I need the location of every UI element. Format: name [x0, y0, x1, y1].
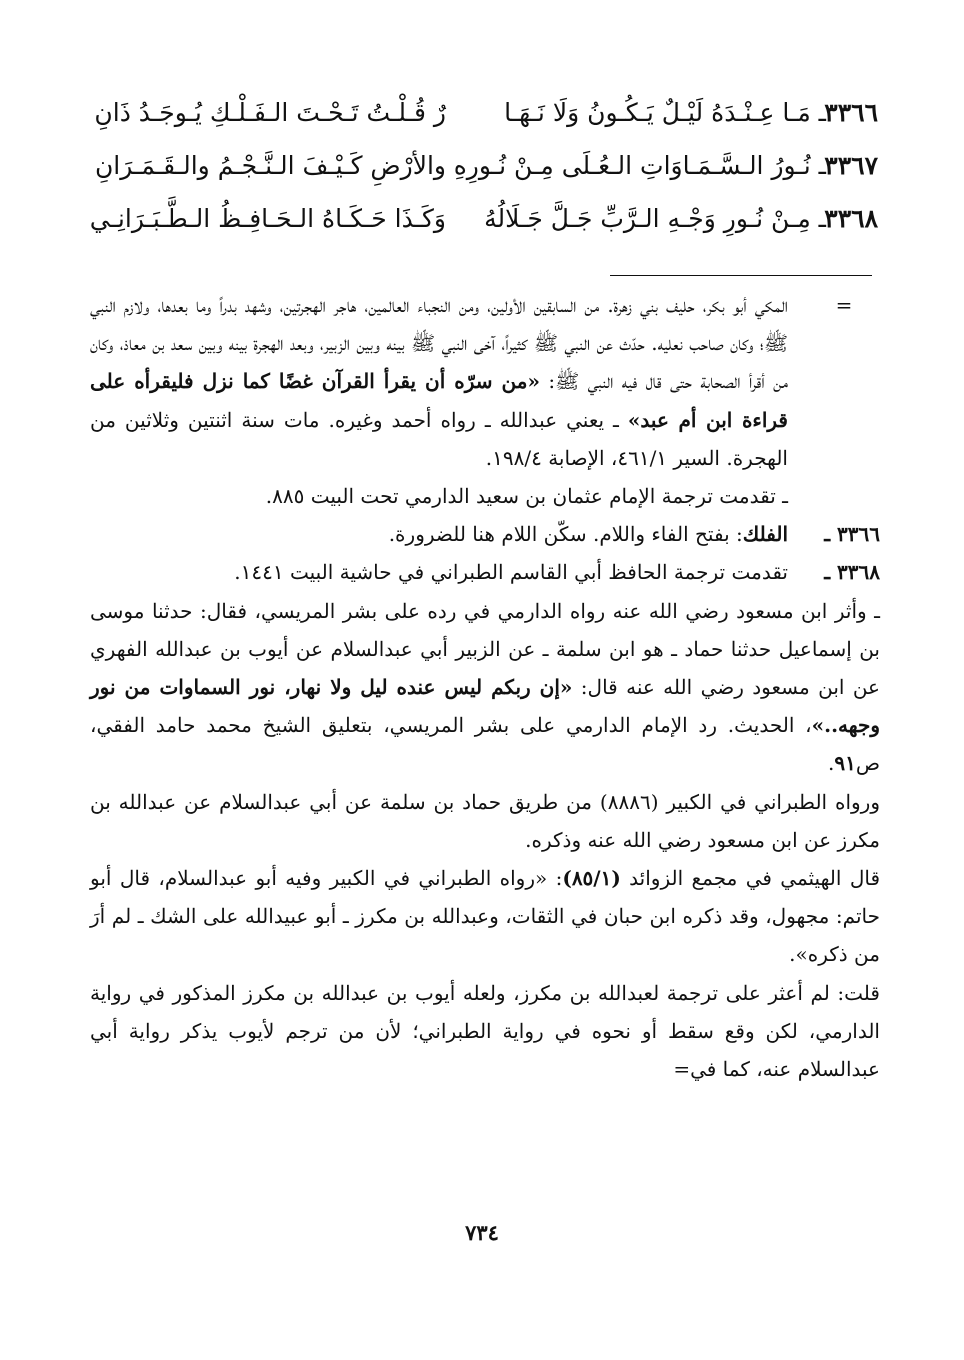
cross-reference-line: ـ تقدمت ترجمة الإمام عثمان بن سعيد الدارمي تحت البيت ٨٨٥. — [265, 484, 788, 509]
verse-number: ٣٣٦٨ — [824, 204, 878, 233]
page-number: ٧٣٤ — [465, 1220, 499, 1245]
hadith-quote: «من سرّه أن يقرأ القرآن غضًا كما نزل فليقرأه على قراءة ابن أم عبد» — [90, 369, 788, 432]
tabarani-paragraph: ورواه الطبراني في الكبير (٨٨٨٦) من طريق حماد بن سلمة عن أبي عبدالسلام عن عبدالله بن مكرز عن ابن مسعود رضي الله عنه وذكره. — [90, 789, 880, 852]
footnote-continued — [90, 286, 880, 515]
athar-quote: «إن ربكم ليس عنده ليل ولا نهار، نور السماوات من نور وجهه..» — [90, 675, 880, 738]
verse-first-hemistich: ـ نُـورُ الـسَّـمَـاوَاتِ الـعُـلَى مِـنْ نُـورِهِ — [453, 151, 826, 180]
footnotes — [90, 286, 880, 1088]
verse-3366 — [88, 98, 878, 151]
verse-second-hemistich: وَكَـذَا حَـكَـاهُ الـحَـافِـظُ الـطَّـبَـرَانِـي — [89, 204, 446, 233]
footnote-3368: ٣٣٦٨ ـ تقدمت ترجمة الحافظ أبي القاسم الطبراني في حاشية البيت ١٤٤١. — [90, 553, 880, 591]
verse-number: ٣٣٦٧ — [824, 151, 878, 180]
athar-paragraph: ـ وأثر ابن مسعود رضي الله عنه رواه الدارمي في رده على بشر المريسي، فقال: حدثنا موسى بن إسماعيل حدثنا حماد ـ هو ابن سلمة ـ عن الزبير أبي عبدالسلام عن أيوب بن عبدالله الفهري عن ابن مسعود رضي الله عنه قال: «إن ربكم ليس عنده ليل ولا نهار، نور السماوات من نور وجهه..»، الحديث. رد الإمام الدارمي على بشر المريسي، بتعليق الشيخ محمد حامد الفقي، ص٩١. — [90, 598, 880, 776]
footnote-body — [90, 286, 788, 515]
footnote-separator — [610, 275, 872, 276]
footnote-number: ٣٣٦٨ ـ — [824, 560, 880, 585]
footnote-number: ٣٣٦٦ ـ — [824, 522, 880, 547]
verse-second-hemistich: رٌ قُـلْـتُ تَـحْـتَ الـفَـلْـكِ يُـوجَـدُ ذَانِ — [94, 98, 446, 127]
source-reference: (٨٥/١) — [562, 866, 621, 891]
verse-3367 — [88, 151, 878, 204]
footnote-3366: ٣٣٦٦ ـ الفلك: بفتح الفاء واللام. سكّن اللام هنا للضرورة. — [90, 515, 880, 553]
biography-paragraph: المكي أبو بكر، حليف بني زهرة. من السابقين الأولين، ومن النجباء العالمين، هاجر الهجرتين، وشهد بدراً وما بعدها، ولازم النبي ﷺ؛ وكان صاحب نعليه. حدّث عن النبي ﷺ كثيراً، آخى النبي ﷺ بينه وبين الزبير، وبعد الهجرة بينه وبين سعد بن معاذ، وكان من أقرأ الصحابة حتى قال فيه النبي ﷺ: «من سرّه أن يقرأ القرآن غضًا كما نزل فليقرأه على قراءة ابن أم عبد» ـ يعني عبدالله ـ رواه أحمد وغيره. مات سنة اثنتين وثلاثين من الهجرة. السير ٤٦١/١، الإصابة ١٩٨/٤. — [90, 293, 788, 470]
verse-first-hemistich: ـ مَـا عِـنْـدَهُ لَيْـلٌ يَـكُـونُ وَلَا نَـهَـا — [504, 98, 826, 127]
verse-first-hemistich: ـ مِـنْ نُـورِ وَجْـهِ الـرَّبِّ جَـلَّ جَـلَالُهُ — [484, 204, 826, 233]
glossed-term: الفلك — [742, 522, 788, 547]
verse-number: ٣٣٦٦ — [824, 98, 878, 127]
poem-verses — [88, 98, 878, 257]
verse-3368 — [88, 204, 878, 257]
continuation-marker: = — [835, 293, 853, 317]
verse-second-hemistich: والأرْضِ كَـيْـفَ الـنَّـجْـمُ والـقَـمَـرَانِ — [94, 151, 446, 180]
author-comment-paragraph: قلت: لم أعثر على ترجمة لعبدالله بن مكرز، ولعله أيوب بن عبدالله بن مكرز المذكور في رواية الدارمي، لكن وقع سقط أو نحوه في رواية الطبراني؛ لأن من ترجم لأيوب يذكر رواية أبي عبدالسلام عنه، كما في= — [90, 980, 880, 1082]
haythami-paragraph: قال الهيثمي في مجمع الزوائد (٨٥/١): «رواه الطبراني في الكبير وفيه أبو عبدالسلام، قال أبو حاتم: مجهول، وقد ذكره ابن حبان في الثقات، وعبدالله بن مكرز ـ أبو عبيدالله على الشك ـ لم أرَ من ذكره». — [90, 866, 881, 967]
